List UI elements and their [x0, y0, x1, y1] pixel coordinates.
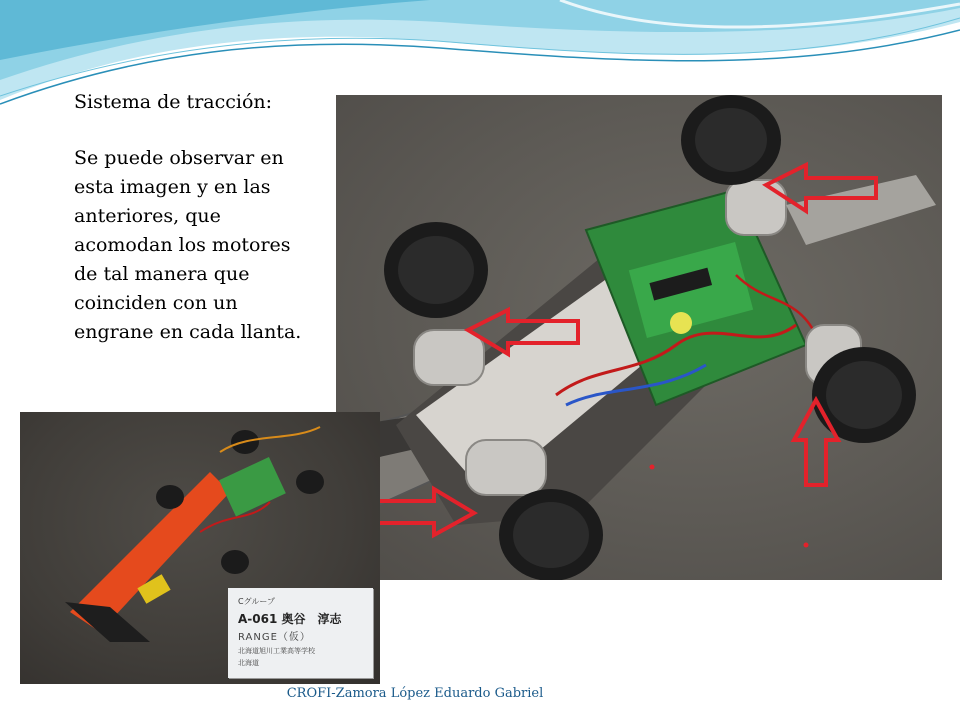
robot-photo-main [336, 95, 942, 580]
card-name: A-061 奥谷 淳志 [238, 612, 342, 626]
slide-footer: CROFI-Zamora López Eduardo Gabriel [286, 686, 544, 701]
slide-body-text: Se puede observar en esta imagen y en las anteriores, que acomodan los motores de tal manera que coinciden con un engrane en cada llanta. [74, 147, 302, 343]
card-range: RANGE（仮） [238, 632, 311, 643]
robot-photo-small [20, 412, 380, 684]
card-school: 北海道旭川工業高等学校 [238, 647, 315, 655]
name-card [228, 588, 373, 678]
card-group: Cグループ [238, 597, 275, 606]
card-region: 北海道 [238, 659, 259, 667]
slide-title: Sistema de tracción: [74, 91, 273, 113]
